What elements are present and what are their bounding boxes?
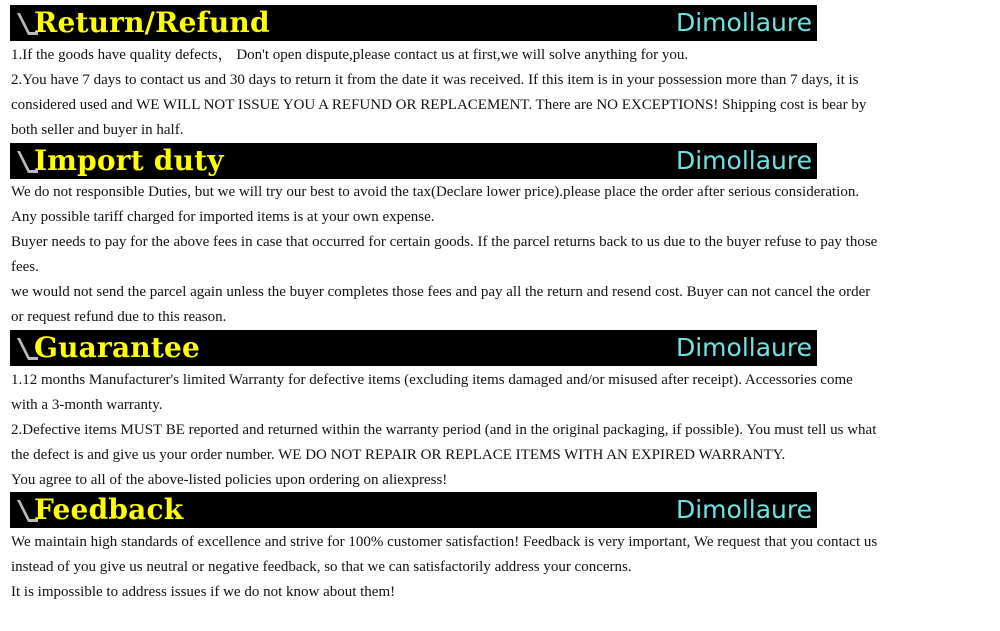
brand-name: Dimollaure	[675, 333, 812, 362]
body-line: we would not send the parcel again unless the buyer completes those fees and pay all the return and resend cost. Buyer can not cancel the order	[11, 284, 871, 300]
section-body-feedback	[11, 530, 993, 605]
body-line: the defect is and give us your order number. WE DO NOT REPAIR OR REPLACE ITEMS WITH AN EXPIRED WARRANTY.	[11, 447, 786, 463]
section-body-return-refund	[11, 43, 993, 143]
body-line: or request refund due to this reason.	[11, 309, 227, 325]
body-line: 1.If the goods have quality defects， Don't open dispute,please contact us at first,we will solve anything for you.	[11, 47, 689, 63]
section-title: Feedback	[34, 493, 184, 526]
section-title: Return/Refund	[34, 6, 270, 39]
body-line: We do not responsible Duties, but we will try our best to avoid the tax(Declare lower price).please place the order after serious consideration.	[11, 184, 860, 200]
body-line: with a 3-month warranty.	[11, 397, 163, 413]
brand-name: Dimollaure	[675, 495, 812, 524]
section-title: Import duty	[34, 144, 224, 177]
body-line: Any possible tariff charged for imported items is at your own expense.	[11, 209, 435, 225]
body-line: You agree to all of the above-listed policies upon ordering on aliexpress!	[11, 472, 448, 488]
section-header-feedback	[10, 492, 817, 528]
body-line: fees.	[11, 259, 39, 275]
brand-name: Dimollaure	[675, 146, 812, 175]
body-line: It is impossible to address issues if we do not know about them!	[11, 584, 396, 600]
body-line: 1.12 months Manufacturer's limited Warranty for defective items (excluding items damaged and/or misused after receipt). Accessories come	[11, 372, 853, 388]
brand-name: Dimollaure	[675, 8, 812, 37]
section-header-import-duty	[10, 143, 817, 179]
section-header-return-refund	[10, 5, 817, 41]
body-line: instead of you give us neutral or negative feedback, so that we can satisfactorily address your concerns.	[11, 559, 632, 575]
body-line: Buyer needs to pay for the above fees in case that occurred for certain goods. If the parcel returns back to us due to the buyer refuse to pay those	[11, 234, 878, 250]
body-line: both seller and buyer in half.	[11, 122, 184, 138]
section-body-import-duty	[11, 180, 993, 330]
body-line: 2.You have 7 days to contact us and 30 days to return it from the date it was received. If this item is in your possession more than 7 days, it is	[11, 72, 859, 88]
body-line: We maintain high standards of excellence and strive for 100% customer satisfaction! Feedback is very important, We request that you contact us	[11, 534, 878, 550]
body-line: considered used and WE WILL NOT ISSUE YOU A REFUND OR REPLACEMENT. There are NO EXCEPTIONS! Shipping cost is bear by	[11, 97, 867, 113]
body-line: 2.Defective items MUST BE reported and returned within the warranty period (and in the original packaging, if possible). You must tell us what	[11, 422, 877, 438]
section-body-guarantee	[11, 368, 993, 493]
section-title: Guarantee	[34, 331, 201, 364]
section-header-guarantee	[10, 330, 817, 366]
